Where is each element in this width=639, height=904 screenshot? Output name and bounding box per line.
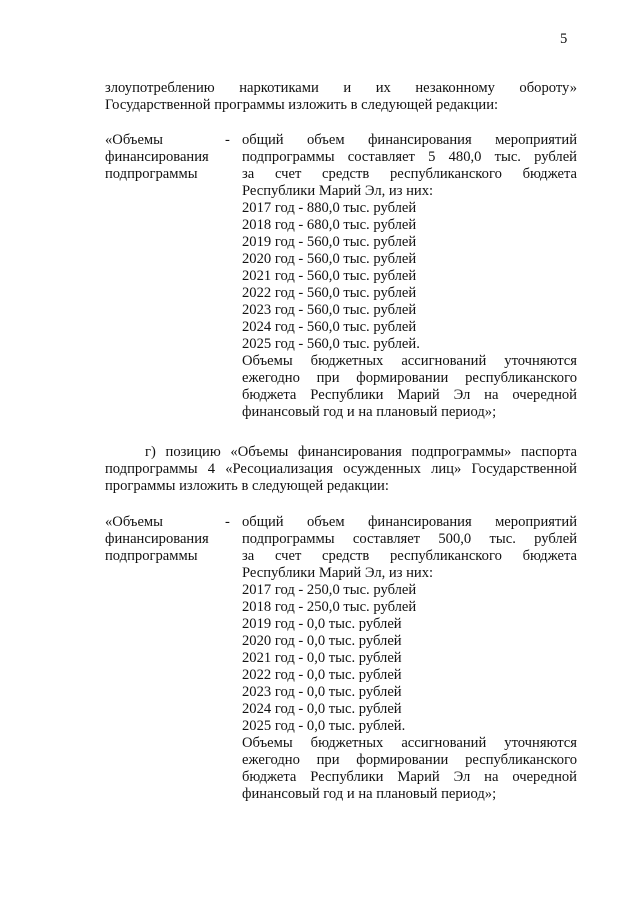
value-line: за счет средств республиканского бюджета: [242, 548, 577, 564]
year-line: 2024 год - 560,0 тыс. рублей: [242, 319, 417, 335]
value-line: общий объем финансирования мероприятий: [242, 132, 577, 148]
year-line: 2018 год - 250,0 тыс. рублей: [242, 599, 417, 615]
funding-label: [105, 514, 225, 565]
note-line: финансовый год и на плановый период»;: [242, 404, 497, 420]
funding-value: [242, 132, 577, 421]
note-line: Объемы бюджетных ассигнований уточняются: [242, 353, 577, 369]
year-line: 2019 год - 0,0 тыс. рублей: [242, 616, 402, 632]
label-line: «Объемы: [105, 514, 163, 530]
note-line: бюджета Республики Марий Эл на очередной: [242, 769, 577, 785]
dash-separator: -: [225, 132, 230, 148]
page-number: 5: [560, 31, 568, 47]
value-line: за счет средств республиканского бюджета: [242, 166, 577, 182]
year-line: 2022 год - 560,0 тыс. рублей: [242, 285, 417, 301]
label-line: подпрограммы: [105, 166, 198, 182]
paragraph-line: г) позицию «Объемы финансирования подпрограммы» паспорта: [145, 444, 577, 460]
intro-paragraph: [105, 80, 577, 114]
paragraph-line: подпрограммы 4 «Ресоциализация осужденных лиц» Государственной: [105, 461, 577, 477]
year-line: 2024 год - 0,0 тыс. рублей: [242, 701, 402, 717]
year-line: 2023 год - 0,0 тыс. рублей: [242, 684, 402, 700]
year-line: 2019 год - 560,0 тыс. рублей: [242, 234, 417, 250]
year-line: 2023 год - 560,0 тыс. рублей: [242, 302, 417, 318]
year-line: 2025 год - 560,0 тыс. рублей.: [242, 336, 420, 352]
year-line: 2020 год - 0,0 тыс. рублей: [242, 633, 402, 649]
label-line: финансирования: [105, 531, 209, 547]
year-line: 2017 год - 880,0 тыс. рублей: [242, 200, 417, 216]
paragraph-line: программы изложить в следующей редакции:: [105, 478, 389, 494]
note-line: ежегодно при формировании республиканского: [242, 370, 577, 386]
funding-value: [242, 514, 577, 803]
intro-line: злоупотреблению наркотиками и их незаконному обороту»: [105, 80, 577, 96]
funding-label: [105, 132, 225, 183]
year-line: 2020 год - 560,0 тыс. рублей: [242, 251, 417, 267]
year-line: 2017 год - 250,0 тыс. рублей: [242, 582, 417, 598]
note-line: ежегодно при формировании республиканского: [242, 752, 577, 768]
value-line: подпрограммы составляет 500,0 тыс. рублей: [242, 531, 577, 547]
year-line: 2021 год - 0,0 тыс. рублей: [242, 650, 402, 666]
note-line: бюджета Республики Марий Эл на очередной: [242, 387, 577, 403]
value-line: общий объем финансирования мероприятий: [242, 514, 577, 530]
intro-line: Государственной программы изложить в следующей редакции:: [105, 97, 499, 113]
label-line: «Объемы: [105, 132, 163, 148]
year-line: 2022 год - 0,0 тыс. рублей: [242, 667, 402, 683]
value-line: подпрограммы составляет 5 480,0 тыс. рублей: [242, 149, 577, 165]
value-line: Республики Марий Эл, из них:: [242, 183, 434, 199]
year-line: 2021 год - 560,0 тыс. рублей: [242, 268, 417, 284]
year-line: 2025 год - 0,0 тыс. рублей.: [242, 718, 406, 734]
dash-separator: -: [225, 514, 230, 530]
note-line: финансовый год и на плановый период»;: [242, 786, 497, 802]
paragraph-g: [105, 444, 577, 495]
label-line: подпрограммы: [105, 548, 198, 564]
note-line: Объемы бюджетных ассигнований уточняются: [242, 735, 577, 751]
value-line: Республики Марий Эл, из них:: [242, 565, 434, 581]
year-line: 2018 год - 680,0 тыс. рублей: [242, 217, 417, 233]
label-line: финансирования: [105, 149, 209, 165]
